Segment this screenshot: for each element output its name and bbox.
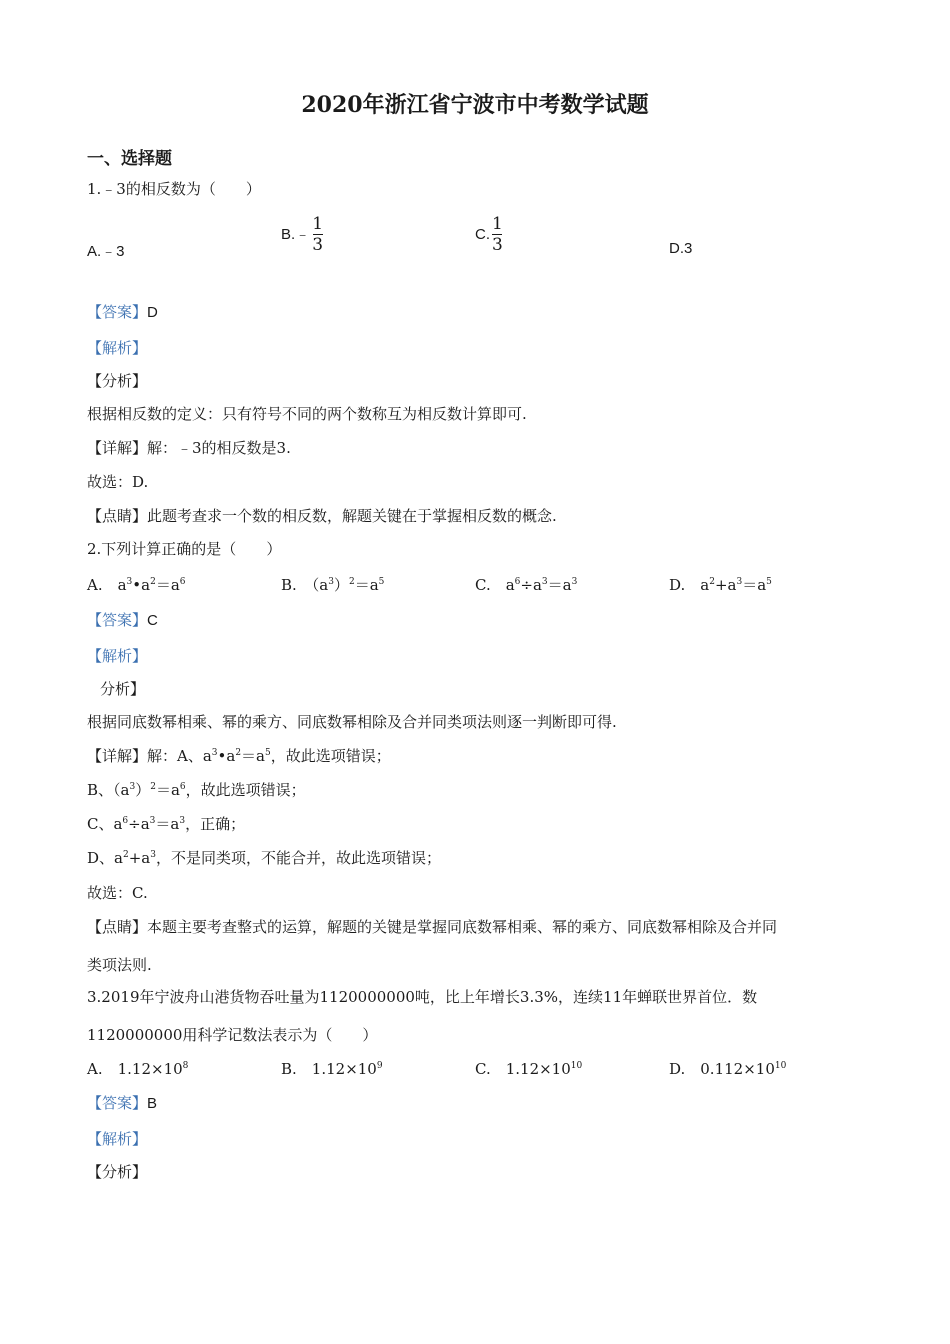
q3-option-d: D. $0.112\times 10^{10}$ — [669, 1060, 787, 1078]
answer-value: C — [147, 612, 158, 629]
q2-jiexi-tag: 【解析】 — [87, 647, 148, 665]
answer-tag: 【答案】 — [87, 1094, 148, 1112]
fraction — [312, 214, 323, 255]
section-heading: 一、选择题 — [87, 149, 172, 169]
q2-comment-line2: 类项法则. — [87, 956, 152, 974]
q1-answer — [87, 301, 158, 322]
q3-stem-line2: 1120000000用科学记数法表示为（ ） — [87, 1026, 378, 1044]
page-title: 2020年浙江省宁波市中考数学试题 — [301, 92, 649, 118]
q3-fenxi-tag: 【分析】 — [87, 1163, 148, 1181]
q2-answer — [87, 609, 158, 630]
q2-analysis: 根据同底数幂相乘、幂的乘方、同底数幂相除及合并同类项法则逐一判断即可得. — [87, 713, 617, 731]
fraction-numerator: 1 — [492, 214, 503, 234]
q2-fenxi-tag: 分析】 — [100, 680, 146, 698]
q2-choice: 故选：C. — [87, 884, 148, 902]
q2-detail-a: 【详解】解：A、$a^3•a^2=a^5$，故此选项错误； — [87, 747, 391, 765]
q3-jiexi-tag: 【解析】 — [87, 1130, 148, 1148]
q2-detail-d: D、$a^2+a^3$，不是同类项，不能合并，故此选项错误； — [87, 849, 441, 867]
answer-value: B — [147, 1095, 158, 1112]
q2-detail-b: B、$(a^3)^2=a^6$，故此选项错误； — [87, 781, 306, 799]
answer-tag: 【答案】 — [87, 303, 148, 321]
q2-option-d: D. $a^2+a^3=a^5$ — [669, 576, 772, 594]
q1-option-c — [475, 214, 503, 255]
q1-fenxi-tag: 【分析】 — [87, 372, 148, 390]
q1-jiexi-tag: 【解析】 — [87, 339, 148, 357]
q1-option-b-prefix: B.﹣ — [281, 226, 311, 243]
q2-detail-c: C、$a^6\div a^3=a^3$，正确； — [87, 815, 246, 833]
q3-stem-line1: 3.2019年宁波舟山港货物吞吐量为1120000000吨，比上年增长3.3%，连续11年蝉联世界首位．数 — [87, 988, 758, 1006]
q1-choice: 故选：D. — [87, 473, 149, 491]
q1-option-c-prefix: C. — [475, 226, 490, 243]
q3-option-c: C. $1.12\times 10^{10}$ — [475, 1060, 583, 1078]
q2-comment-line1: 【点睛】本题主要考查整式的运算，解题的关键是掌握同底数幂相乘、幂的乘方、同底数幂相除及合并同 — [87, 918, 778, 936]
fraction-denominator: 3 — [492, 235, 503, 255]
answer-value: D — [147, 304, 158, 321]
q1-analysis: 根据相反数的定义：只有符号不同的两个数称互为相反数计算即可. — [87, 405, 527, 423]
fraction — [492, 214, 503, 255]
q1-detail: 【详解】解：﹣3的相反数是3. — [87, 439, 291, 457]
q3-option-b: B. $1.12\times 10^9$ — [281, 1060, 383, 1078]
q3-answer — [87, 1092, 157, 1113]
q1-stem: 1.﹣3的相反数为（ ） — [87, 180, 261, 198]
q1-comment: 【点睛】此题考查求一个数的相反数，解题关键在于掌握相反数的概念. — [87, 507, 557, 525]
q2-option-b: B. $(a^3)^2=a^5$ — [281, 576, 385, 594]
fraction-denominator: 3 — [312, 235, 324, 255]
q2-stem: 2.下列计算正确的是（ ） — [87, 540, 282, 558]
q1-option-b — [281, 214, 323, 255]
fraction-numerator: 1 — [312, 214, 324, 234]
q1-option-d: D.3 — [669, 240, 693, 257]
q3-option-a: A. $1.12\times 10^8$ — [87, 1060, 189, 1078]
q2-option-a: A. $a^3•a^2=a^6$ — [87, 576, 186, 594]
q2-option-c: C. $a^6\div a^3=a^3$ — [475, 576, 578, 594]
q1-option-a: A.﹣3 — [87, 243, 125, 260]
answer-tag: 【答案】 — [87, 611, 148, 629]
